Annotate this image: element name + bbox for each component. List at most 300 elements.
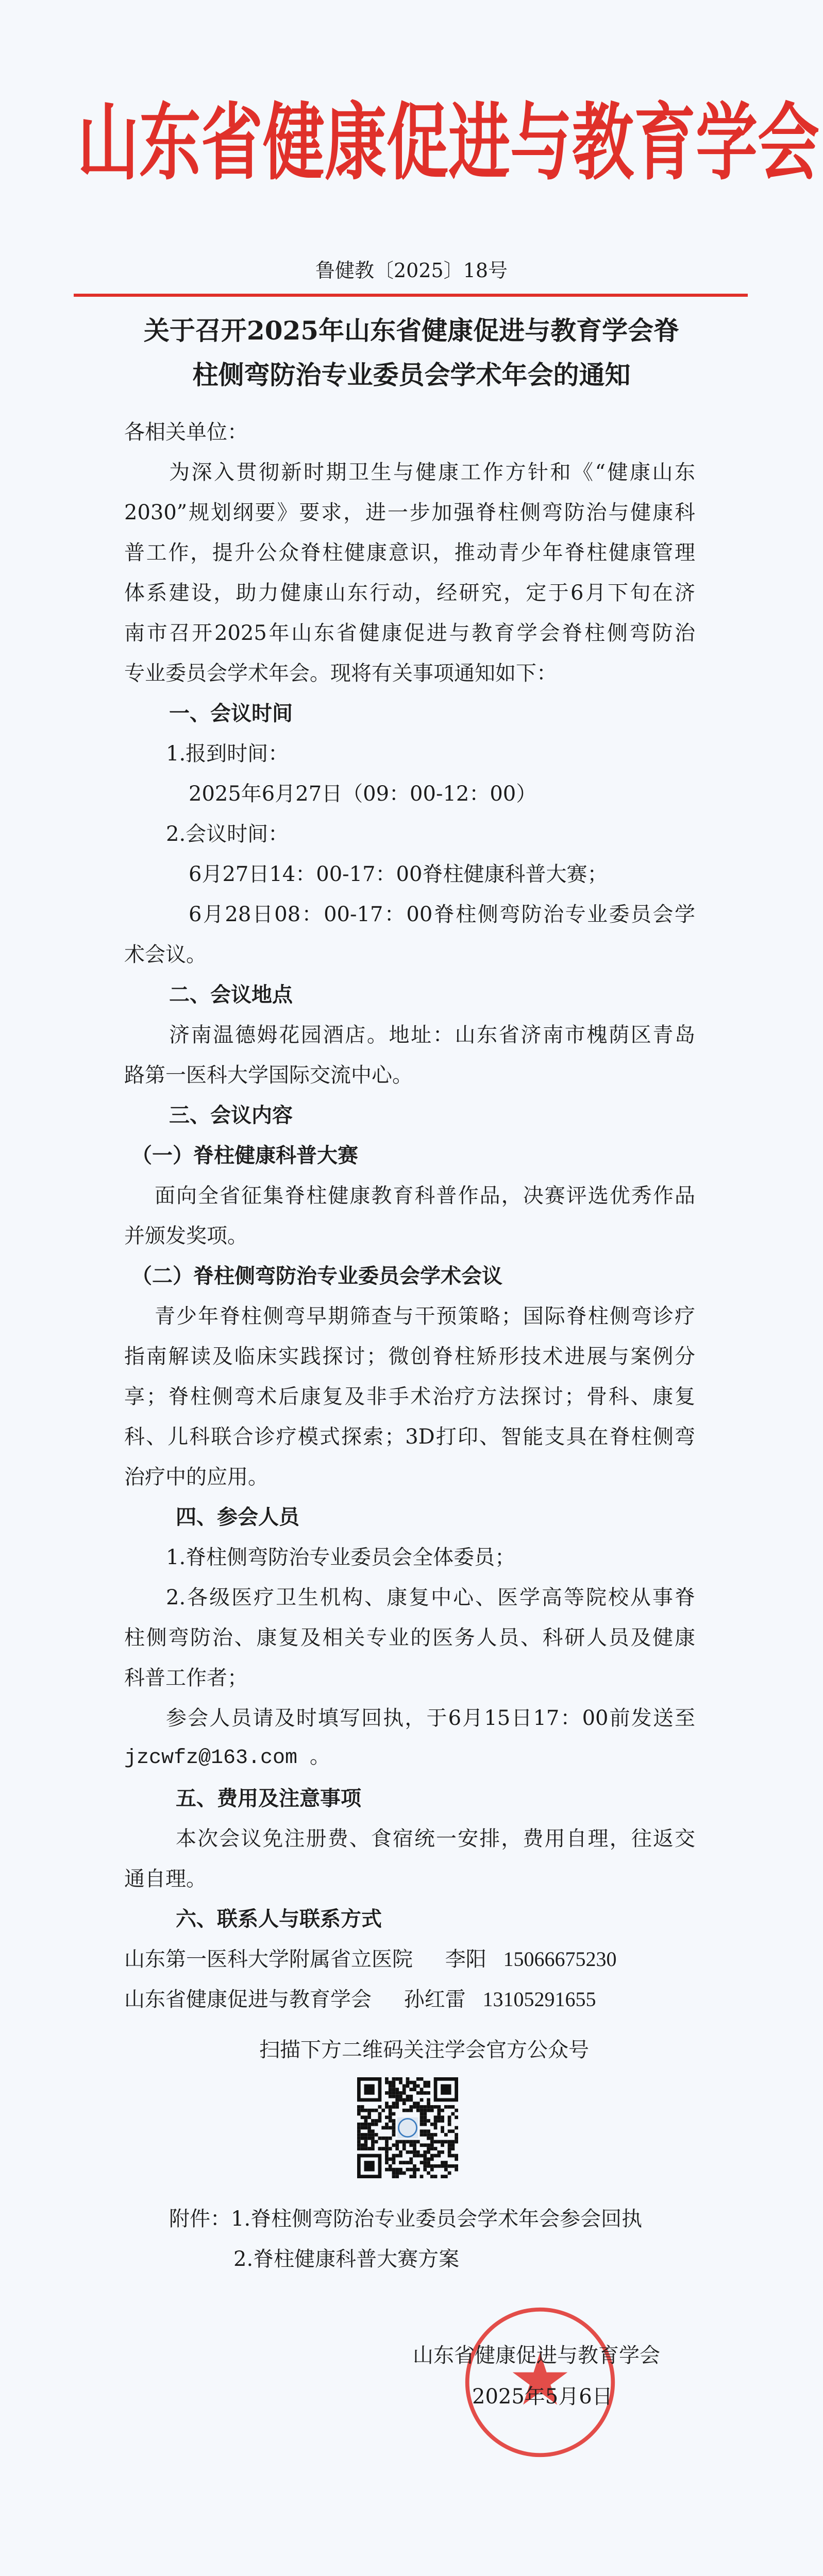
qr-module (385, 2168, 389, 2172)
qr-module (389, 2168, 392, 2172)
qr-module (441, 2126, 444, 2130)
qr-module (409, 2150, 413, 2154)
section-line: 本次会议免注册费、食宿统一安排，费用自理，往返交 (176, 1827, 695, 1851)
qr-module (389, 2164, 392, 2168)
qr-module (427, 2164, 430, 2168)
qr-module (441, 2150, 444, 2154)
qr-module (434, 2119, 438, 2123)
qr-module (389, 2088, 392, 2091)
qr-module (430, 2133, 434, 2137)
qr-module (385, 2115, 389, 2119)
qr-module (427, 2098, 430, 2102)
qr-module (413, 2168, 416, 2172)
qr-module (430, 2157, 434, 2161)
qr-module (367, 2123, 371, 2126)
section-line: 科普工作者； (124, 1666, 248, 1690)
qr-module (451, 2143, 455, 2147)
qr-module (381, 2126, 385, 2130)
signature-org: 山东省健康促进与教育学会 (413, 2344, 660, 2367)
qr-module (455, 2126, 458, 2130)
qr-module (416, 2102, 420, 2105)
notice-title-line-1: 关于召开2025年山东省健康促进与教育学会脊 (143, 315, 680, 346)
qr-module (367, 2115, 371, 2119)
qr-module (371, 2140, 375, 2144)
qr-module (361, 2133, 364, 2137)
section-line: 济南温德姆花园酒店。地址：山东省济南市槐荫区青岛 (169, 1023, 695, 1047)
qr-module (364, 2137, 368, 2140)
qr-module (399, 2154, 402, 2158)
qr-module (409, 2168, 413, 2172)
qr-module (423, 2119, 427, 2123)
qr-module (434, 2105, 438, 2109)
section-heading-content: 三、会议内容 (169, 1104, 293, 1127)
section-line: 面向全省征集脊柱健康教育科普作品，决赛评选优秀作品 (155, 1184, 695, 1208)
qr-module (375, 2119, 378, 2123)
qr-module (385, 2157, 389, 2161)
qr-module (448, 2147, 451, 2150)
qr-module (357, 2133, 361, 2137)
qr-module (371, 2147, 375, 2150)
qr-module (392, 2157, 396, 2161)
qr-module (389, 2084, 392, 2088)
qr-module (416, 2105, 420, 2109)
qr-module (361, 2137, 364, 2140)
qr-module (385, 2102, 389, 2105)
qr-module (423, 2105, 427, 2109)
qr-module (392, 2154, 396, 2158)
qr-module (392, 2133, 396, 2137)
qr-module (395, 2102, 399, 2105)
qr-module (444, 2133, 448, 2137)
qr-module (441, 2161, 444, 2164)
qr-module (434, 2133, 438, 2137)
qr-module (444, 2161, 448, 2164)
qr-module (395, 2088, 399, 2091)
qr-module (448, 2143, 451, 2147)
qr-module (378, 2115, 382, 2119)
qr-module (402, 2140, 406, 2144)
qr-module (437, 2140, 441, 2144)
qr-module (427, 2137, 430, 2140)
qr-module (406, 2109, 410, 2112)
qr-module (364, 2109, 368, 2112)
qr-module (361, 2143, 364, 2147)
section-line: 参会人员请及时填写回执，于6月15日17：00前发送至 (166, 1706, 695, 1730)
qr-module (385, 2140, 389, 2144)
qr-module (416, 2140, 420, 2144)
qr-module (423, 2084, 427, 2088)
intro-line: 南市召开2025年山东省健康促进与教育学会脊柱侧弯防治 (124, 621, 695, 645)
qr-module (430, 2154, 434, 2158)
qr-module (389, 2091, 392, 2095)
contact-phone: 15066675230 (503, 1947, 617, 1971)
qr-module (427, 2147, 430, 2150)
section-line: 享；脊柱侧弯术后康复及非手术治疗方法探讨；骨科、康复 (124, 1385, 695, 1409)
qr-module (409, 2105, 413, 2109)
qr-module (420, 2112, 424, 2116)
qr-module (437, 2119, 441, 2123)
qr-module (357, 2112, 361, 2116)
qr-module (448, 2105, 451, 2109)
attachment-row (169, 2199, 695, 2239)
qr-module (375, 2133, 378, 2137)
qr-module (413, 2088, 416, 2091)
qr-module (409, 2175, 413, 2178)
qr-module (413, 2102, 416, 2105)
qr-module (371, 2119, 375, 2123)
section-line: 6月27日14：00-17：00脊柱健康科普大赛； (189, 862, 608, 886)
qr-module (364, 2147, 368, 2150)
section-heading-time: 一、会议时间 (169, 702, 293, 725)
intro-line: 专业委员会学术年会。现将有关事项通知如下： (124, 662, 557, 685)
section-line: 青少年脊柱侧弯早期筛查与干预策略；国际脊柱侧弯诊疗 (155, 1304, 695, 1328)
qr-module (423, 2123, 427, 2126)
qr-module (455, 2157, 458, 2161)
qr-module (455, 2137, 458, 2140)
qr-module (375, 2140, 378, 2144)
qr-module (357, 2105, 361, 2109)
qr-module (416, 2091, 420, 2095)
qr-module (427, 2157, 430, 2161)
qr-module (423, 2081, 427, 2084)
qr-module (423, 2168, 427, 2172)
qr-module (441, 2119, 444, 2123)
signature-date: 2025年5月6日 (472, 2385, 613, 2409)
qr-module (406, 2098, 410, 2102)
qr-module (413, 2175, 416, 2178)
qr-module (427, 2161, 430, 2164)
qr-module (395, 2147, 399, 2150)
qr-module (378, 2105, 382, 2109)
qr-module (392, 2095, 396, 2098)
qr-module (441, 2129, 444, 2133)
subsection-heading: （一）脊柱健康科普大赛 (131, 1144, 358, 1167)
contact-name: 孙红雷 (404, 1988, 466, 2011)
qr-module (367, 2147, 371, 2150)
section-line: 2.各级医疗卫生机构、康复中心、医学高等院校从事脊 (166, 1586, 695, 1609)
qr-module (402, 2102, 406, 2105)
qr-module (385, 2161, 389, 2164)
qr-module (385, 2126, 389, 2130)
qr-module (434, 2175, 438, 2178)
qr-module (361, 2109, 364, 2112)
qr-module (444, 2140, 448, 2144)
qr-module (402, 2143, 406, 2147)
qr-module (441, 2164, 444, 2168)
qr-module (413, 2084, 416, 2088)
qr-module (455, 2140, 458, 2144)
qr-module (451, 2154, 455, 2158)
section-line: 并颁发奖项。 (124, 1224, 248, 1248)
qr-module (402, 2088, 406, 2091)
qr-module (389, 2105, 392, 2109)
qr-module (389, 2081, 392, 2084)
qr-module (427, 2084, 430, 2088)
qr-module (451, 2105, 455, 2109)
qr-module (402, 2109, 406, 2112)
qr-module (392, 2084, 396, 2088)
qr-module (399, 2168, 402, 2172)
qr-module (378, 2137, 382, 2140)
qr-module (389, 2137, 392, 2140)
attachments (124, 2199, 695, 2279)
qr-module (434, 2115, 438, 2119)
qr-module (416, 2077, 420, 2081)
qr-module (430, 2147, 434, 2150)
qr-module (395, 2154, 399, 2158)
qr-module (427, 2091, 430, 2095)
qr-module (399, 2140, 402, 2144)
qr-module (357, 2126, 361, 2130)
qr-module (392, 2091, 396, 2095)
qr-module (357, 2137, 361, 2140)
qr-module (420, 2129, 424, 2133)
section-line: 1.脊柱侧弯防治专业委员会全体委员； (166, 1546, 516, 1569)
qr-module (430, 2123, 434, 2126)
qr-module (451, 2140, 455, 2144)
notice-body (0, 412, 695, 2496)
contact-row (124, 1939, 695, 1979)
qr-module (420, 2098, 424, 2102)
qr-module (413, 2143, 416, 2147)
qr-module (420, 2119, 424, 2123)
qr-module (413, 2154, 416, 2158)
qr-module (361, 2126, 364, 2130)
qr-module (395, 2077, 399, 2081)
qr-block (124, 2030, 695, 2178)
qr-module (406, 2077, 410, 2081)
qr-module (413, 2171, 416, 2175)
contact-email[interactable]: jzcwfz@163.com 。 (124, 1747, 331, 1770)
qr-module (367, 2126, 371, 2130)
qr-module (423, 2115, 427, 2119)
qr-module (437, 2150, 441, 2154)
qr-module (441, 2084, 451, 2095)
qr-module (385, 2147, 389, 2150)
qr-module (402, 2084, 406, 2088)
qr-module (389, 2115, 392, 2119)
qr-module (399, 2095, 402, 2098)
qr-module (364, 2161, 375, 2171)
qr-module (430, 2105, 434, 2109)
qr-module (448, 2119, 451, 2123)
qr-module (441, 2143, 444, 2147)
qr-module (423, 2164, 427, 2168)
qr-module (357, 2123, 361, 2126)
qr-module (427, 2129, 430, 2133)
qr-module (371, 2129, 375, 2133)
qr-module (420, 2133, 424, 2137)
qr-module (364, 2133, 368, 2137)
qr-module (441, 2109, 444, 2112)
qr-module (441, 2175, 444, 2178)
qr-module (423, 2112, 427, 2116)
qr-module (437, 2115, 441, 2119)
qr-module (448, 2123, 451, 2126)
qr-module (451, 2129, 455, 2133)
letterhead-org-title: 山东省健康促进与教育学会 (77, 93, 819, 192)
qr-module (395, 2143, 399, 2147)
qr-module (367, 2112, 371, 2116)
qr-module (357, 2147, 361, 2150)
qr-module (395, 2140, 399, 2144)
qr-module (392, 2119, 396, 2123)
qr-module (409, 2140, 413, 2144)
qr-module (371, 2143, 375, 2147)
qr-module (427, 2119, 430, 2123)
signature-block (124, 2320, 695, 2454)
qr-module (413, 2140, 416, 2144)
qr-module (364, 2126, 368, 2130)
qr-module (430, 2109, 434, 2112)
qr-module (402, 2147, 406, 2150)
qr-module (385, 2137, 389, 2140)
qr-module (395, 2171, 399, 2175)
qr-module (399, 2091, 402, 2095)
qr-module (441, 2115, 444, 2119)
qr-module (430, 2175, 434, 2178)
qr-module (416, 2109, 420, 2112)
qr-module (409, 2098, 413, 2102)
qr-module (371, 2137, 375, 2140)
qr-module (427, 2150, 430, 2154)
qr-module (389, 2109, 392, 2112)
qr-module (441, 2140, 444, 2144)
section-heading-location: 二、会议地点 (169, 983, 293, 1007)
qr-module (392, 2161, 396, 2164)
qr-module (361, 2123, 364, 2126)
qr-module (420, 2088, 424, 2091)
qr-module (437, 2154, 441, 2158)
qr-module (437, 2109, 441, 2112)
qr-module (389, 2119, 392, 2123)
qr-module (413, 2150, 416, 2154)
qr-module (427, 2081, 430, 2084)
qr-caption: 扫描下方二维码关注学会官方公众号 (259, 2038, 589, 2062)
qr-module (385, 2143, 389, 2147)
qr-module (444, 2168, 448, 2172)
qr-module (395, 2168, 399, 2172)
letterhead-divider (74, 294, 748, 297)
qr-module (399, 2161, 402, 2164)
qr-module (357, 2140, 361, 2144)
contact-phone: 13105291655 (482, 1988, 596, 2011)
qr-module (392, 2077, 396, 2081)
qr-module (364, 2115, 368, 2119)
qr-module (364, 2123, 368, 2126)
attachments-label: 附件： (169, 2207, 231, 2231)
qr-module (413, 2147, 416, 2150)
qr-module (420, 2143, 424, 2147)
qr-module (385, 2123, 389, 2126)
qr-module (375, 2109, 378, 2112)
qr-module (385, 2091, 389, 2095)
qr-module (392, 2143, 396, 2147)
qr-module (367, 2109, 371, 2112)
qr-module (420, 2077, 424, 2081)
qr-module (455, 2154, 458, 2158)
qr-module (409, 2143, 413, 2147)
section-line: 1.报到时间： (166, 742, 289, 766)
qr-module (364, 2084, 375, 2095)
qr-module (444, 2105, 448, 2109)
qr-module (399, 2171, 402, 2175)
section-line: 柱侧弯防治、康复及相关专业的医务人员、科研人员及健康 (124, 1626, 695, 1650)
qr-module (389, 2095, 392, 2098)
qr-module (434, 2147, 438, 2150)
qr-module (451, 2112, 455, 2116)
section-heading-attendees: 四、参会人员 (176, 1505, 299, 1529)
qr-module (399, 2150, 402, 2154)
qr-module (392, 2168, 396, 2172)
qr-module (364, 2119, 368, 2123)
qr-module (413, 2105, 416, 2109)
qr-module (406, 2084, 410, 2088)
qr-module (402, 2161, 406, 2164)
qr-module (367, 2133, 371, 2137)
contact-org: 山东省健康促进与教育学会 (124, 1988, 372, 2011)
qr-module (392, 2081, 396, 2084)
qr-module (361, 2115, 364, 2119)
qr-module (367, 2129, 371, 2133)
qr-module (409, 2109, 413, 2112)
qr-module (409, 2157, 413, 2161)
qr-module (420, 2105, 424, 2109)
qr-module (423, 2133, 427, 2137)
qr-module (385, 2154, 389, 2158)
section-line: 2025年6月27日（09：00-12：00） (189, 782, 537, 806)
letterhead (0, 0, 823, 412)
qr-module (416, 2084, 420, 2088)
qr-module (420, 2161, 424, 2164)
intro-line: 普工作，提升公众脊柱健康意识，推动青少年脊柱健康管理 (124, 541, 695, 565)
qr-module (406, 2095, 410, 2098)
qr-module (448, 2171, 451, 2175)
qr-module (434, 2123, 438, 2126)
qr-module (389, 2112, 392, 2116)
notice-title-line-2: 柱侧弯防治专业委员会学术年会的通知 (192, 360, 631, 390)
section-heading-contacts: 六、联系人与联系方式 (176, 1907, 382, 1931)
qr-module (385, 2105, 389, 2109)
qr-module (420, 2175, 424, 2178)
qr-module (434, 2154, 438, 2158)
qr-module (448, 2164, 451, 2168)
qr-module (381, 2109, 385, 2112)
qr-module (395, 2091, 399, 2095)
qr-module (402, 2171, 406, 2175)
section-line: 路第一医科大学国际交流中心。 (124, 1063, 413, 1087)
section-line: 6月28日08：00-17：00脊柱侧弯防治专业委员会学 (189, 903, 695, 926)
attachment-item: 2.脊柱健康科普大赛方案 (233, 2247, 460, 2271)
qr-module (409, 2095, 413, 2098)
qr-module (416, 2150, 420, 2154)
qr-module (430, 2164, 434, 2168)
qr-module (406, 2161, 410, 2164)
qr-module (437, 2164, 441, 2168)
qr-module (392, 2171, 396, 2175)
qr-module (430, 2143, 434, 2147)
qr-module (357, 2129, 361, 2133)
qr-module (385, 2077, 389, 2081)
qr-module (430, 2137, 434, 2140)
qr-module (406, 2150, 410, 2154)
qr-module (434, 2164, 438, 2168)
qr-code-icon[interactable] (357, 2077, 458, 2178)
qr-module (409, 2088, 413, 2091)
qr-module (420, 2123, 424, 2126)
qr-module (420, 2115, 424, 2119)
document-number: 鲁健教〔2025〕18号 (315, 259, 508, 282)
